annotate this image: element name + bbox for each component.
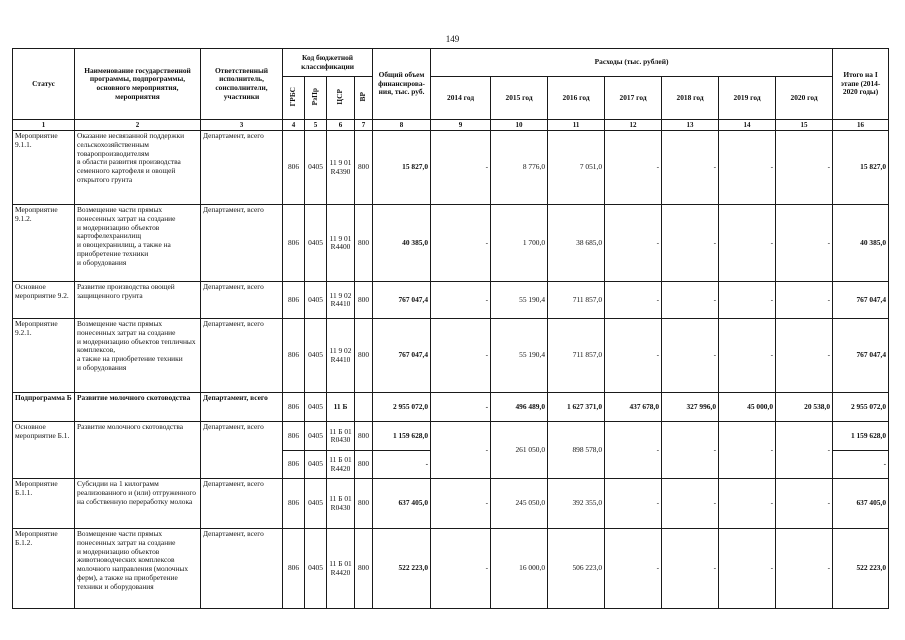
row-2015: 8 776,0 [491, 131, 548, 205]
row-2015: 1 700,0 [491, 205, 548, 282]
row-2015: 55 190,4 [491, 319, 548, 393]
row-rzpr: 0405 [305, 422, 327, 451]
row-2017: - [605, 131, 662, 205]
header-responsible: Ответственный исполнитель, соисполнители, участники [201, 49, 283, 120]
row-vr: 800 [355, 529, 373, 609]
row-2018: - [662, 529, 719, 609]
header-csr: ЦСР [335, 88, 345, 105]
row-2018: 327 996,0 [662, 393, 719, 422]
row-rzpr: 0405 [305, 451, 327, 479]
column-index: 16 [833, 120, 889, 131]
row-status: Подпрограмма Б [13, 393, 75, 422]
row-2018: - [662, 319, 719, 393]
row-total: 40 385,0 [373, 205, 431, 282]
row-name: Субсидии на 1 килограмм реализованного и (или) отгруженного на собственную переработку молока [75, 479, 201, 529]
row-name: Развитие молочного скотоводства [75, 393, 201, 422]
row-2020: - [776, 131, 833, 205]
header-rzpr: РзПр [310, 87, 320, 106]
row-csr: 11 Б 01 R0430 [327, 479, 355, 529]
row-total: 2 955 072,0 [373, 393, 431, 422]
row-2019: - [719, 529, 776, 609]
page-number: 149 [445, 34, 460, 44]
row-csr: 11 9 01 R4400 [327, 205, 355, 282]
row-2017: - [605, 319, 662, 393]
row-2017: - [605, 422, 662, 479]
row-responsible: Департамент, всего [201, 131, 283, 205]
row-total: 767 047,4 [373, 319, 431, 393]
row-rzpr: 0405 [305, 529, 327, 609]
row-2019: - [719, 205, 776, 282]
header-name: Наименование государственной программы, подпрограммы, основного мероприятия, мероприятия [75, 49, 201, 120]
row-grbs: 806 [283, 393, 305, 422]
header-status: Статус [13, 49, 75, 120]
row-status: Мероприятие Б.1.1. [13, 479, 75, 529]
table-row [13, 319, 889, 393]
column-index: 15 [776, 120, 833, 131]
row-itogo: 637 405,0 [833, 479, 889, 529]
row-2017: - [605, 479, 662, 529]
row-2019: - [719, 319, 776, 393]
row-grbs: 806 [283, 451, 305, 479]
column-index-row [13, 120, 889, 131]
column-index: 5 [305, 120, 327, 131]
row-responsible: Департамент, всего [201, 393, 283, 422]
row-rzpr: 0405 [305, 282, 327, 319]
row-total: 767 047,4 [373, 282, 431, 319]
table-row [13, 282, 889, 319]
row-name: Возмещение части прямых понесенных затрат на создание и модернизацию объектов животноводческих комплексов молочного направления (молочных ферм), а также на приобретение техники и оборудования [75, 529, 201, 609]
column-index: 12 [605, 120, 662, 131]
row-responsible: Департамент, всего [201, 282, 283, 319]
column-index: 10 [491, 120, 548, 131]
row-responsible: Департамент, всего [201, 529, 283, 609]
column-index: 13 [662, 120, 719, 131]
row-2016: 38 685,0 [548, 205, 605, 282]
row-csr: 11 Б [327, 393, 355, 422]
table-row [13, 529, 889, 609]
column-index: 11 [548, 120, 605, 131]
row-2017: - [605, 282, 662, 319]
row-2019: 45 000,0 [719, 393, 776, 422]
row-csr: 11 9 01 R4390 [327, 131, 355, 205]
header-vr: ВР [358, 91, 368, 102]
row-itogo: 767 047,4 [833, 282, 889, 319]
row-2020: - [776, 529, 833, 609]
row-status: Мероприятие 9.1.1. [13, 131, 75, 205]
row-total: 15 827,0 [373, 131, 431, 205]
row-itogo: 767 047,4 [833, 319, 889, 393]
column-index: 3 [201, 120, 283, 131]
row-2014: - [431, 282, 491, 319]
row-total: 1 159 628,0 [373, 422, 431, 451]
row-2018: - [662, 282, 719, 319]
row-grbs: 806 [283, 529, 305, 609]
row-2016: 7 051,0 [548, 131, 605, 205]
row-itogo: 1 159 628,0 [833, 422, 889, 451]
header-total-volume: Общий объем финансирова- ния, тыс. руб. [373, 49, 431, 120]
row-2018: - [662, 205, 719, 282]
row-grbs: 806 [283, 422, 305, 451]
column-index: 7 [355, 120, 373, 131]
row-status: Мероприятие 9.2.1. [13, 319, 75, 393]
column-index: 2 [75, 120, 201, 131]
row-2014: - [431, 479, 491, 529]
row-csr: 11 Б 01 R4420 [327, 529, 355, 609]
row-vr: 800 [355, 319, 373, 393]
row-csr: 11 Б 01 R0430 [327, 422, 355, 451]
header-year: 2014 год [431, 77, 491, 120]
header-grbs: ГРБС [288, 86, 298, 107]
row-responsible: Департамент, всего [201, 422, 283, 479]
header-itogo: Итого на I этапе (2014-2020 годы) [833, 49, 889, 120]
row-vr: 800 [355, 422, 373, 451]
row-status: Основное мероприятие Б.1. [13, 422, 75, 479]
row-2014: - [431, 422, 491, 479]
row-csr: 11 9 02 R4410 [327, 282, 355, 319]
table-row [13, 205, 889, 282]
row-itogo: 40 385,0 [833, 205, 889, 282]
row-2019: - [719, 282, 776, 319]
row-rzpr: 0405 [305, 131, 327, 205]
header-expenses: Расходы (тыс. рублей) [431, 49, 833, 77]
row-2014: - [431, 131, 491, 205]
row-itogo: - [833, 451, 889, 479]
row-name: Возмещение части прямых понесенных затрат на создание и модернизацию объектов тепличных комплексов, а также на приобретение техники и оборудования [75, 319, 201, 393]
row-2014: - [431, 319, 491, 393]
column-index: 8 [373, 120, 431, 131]
row-rzpr: 0405 [305, 393, 327, 422]
row-2018: - [662, 131, 719, 205]
header-budget-code: Код бюджетной классификации [283, 49, 373, 77]
row-2015: 55 190,4 [491, 282, 548, 319]
row-2020: - [776, 319, 833, 393]
row-total: - [373, 451, 431, 479]
row-2020: - [776, 422, 833, 479]
row-itogo: 522 223,0 [833, 529, 889, 609]
header-year: 2015 год [491, 77, 548, 120]
row-status: Основное мероприятие 9.2. [13, 282, 75, 319]
row-status: Мероприятие Б.1.2. [13, 529, 75, 609]
table-row [13, 131, 889, 205]
row-name: Развитие производства овощей защищенного грунта [75, 282, 201, 319]
header-year: 2016 год [548, 77, 605, 120]
column-index: 9 [431, 120, 491, 131]
row-2015: 245 050,0 [491, 479, 548, 529]
row-rzpr: 0405 [305, 205, 327, 282]
row-responsible: Департамент, всего [201, 479, 283, 529]
row-grbs: 806 [283, 282, 305, 319]
row-csr: 11 Б 01 R4420 [327, 451, 355, 479]
column-index: 4 [283, 120, 305, 131]
row-2016: 711 857,0 [548, 282, 605, 319]
row-grbs: 806 [283, 131, 305, 205]
row-name: Оказание несвязанной поддержки сельскохозяйственным товаропроизводителям в области развития производства семенного картофеля и овощей открытого грунта [75, 131, 201, 205]
row-vr: 800 [355, 131, 373, 205]
row-2019: - [719, 422, 776, 479]
row-2015: 16 000,0 [491, 529, 548, 609]
row-2014: - [431, 393, 491, 422]
row-responsible: Департамент, всего [201, 319, 283, 393]
row-name: Возмещение части прямых понесенных затрат на создание и модернизацию объектов картофелехранилищ и овощехранилищ, а также на приобретение техники и оборудования [75, 205, 201, 282]
table-row [13, 422, 889, 451]
row-total: 637 405,0 [373, 479, 431, 529]
table-row [13, 479, 889, 529]
row-grbs: 806 [283, 479, 305, 529]
row-2015: 496 489,0 [491, 393, 548, 422]
row-vr: 800 [355, 479, 373, 529]
row-2014: - [431, 205, 491, 282]
row-2016: 392 355,0 [548, 479, 605, 529]
table-row [13, 393, 889, 422]
row-vr [355, 393, 373, 422]
row-status: Мероприятие 9.1.2. [13, 205, 75, 282]
row-2018: - [662, 479, 719, 529]
row-2019: - [719, 131, 776, 205]
row-2017: - [605, 205, 662, 282]
row-vr: 800 [355, 205, 373, 282]
row-2020: - [776, 282, 833, 319]
row-rzpr: 0405 [305, 479, 327, 529]
row-responsible: Департамент, всего [201, 205, 283, 282]
row-name: Развитие молочного скотоводства [75, 422, 201, 479]
row-grbs: 806 [283, 205, 305, 282]
row-csr: 11 9 02 R4410 [327, 319, 355, 393]
row-2014: - [431, 529, 491, 609]
header-year: 2017 год [605, 77, 662, 120]
header-year: 2018 год [662, 77, 719, 120]
row-2019: - [719, 479, 776, 529]
budget-table [12, 48, 889, 609]
row-rzpr: 0405 [305, 319, 327, 393]
row-vr: 800 [355, 451, 373, 479]
row-itogo: 15 827,0 [833, 131, 889, 205]
row-total: 522 223,0 [373, 529, 431, 609]
column-index: 6 [327, 120, 355, 131]
row-2017: - [605, 529, 662, 609]
column-index: 1 [13, 120, 75, 131]
column-index: 14 [719, 120, 776, 131]
row-2020: 20 538,0 [776, 393, 833, 422]
row-2016: 1 627 371,0 [548, 393, 605, 422]
row-2016: 898 578,0 [548, 422, 605, 479]
header-year: 2020 год [776, 77, 833, 120]
row-2020: - [776, 479, 833, 529]
row-2016: 711 857,0 [548, 319, 605, 393]
row-2016: 506 223,0 [548, 529, 605, 609]
row-2020: - [776, 205, 833, 282]
row-2018: - [662, 422, 719, 479]
row-itogo: 2 955 072,0 [833, 393, 889, 422]
row-grbs: 806 [283, 319, 305, 393]
row-2017: 437 678,0 [605, 393, 662, 422]
row-2015: 261 050,0 [491, 422, 548, 479]
row-vr: 800 [355, 282, 373, 319]
header-year: 2019 год [719, 77, 776, 120]
